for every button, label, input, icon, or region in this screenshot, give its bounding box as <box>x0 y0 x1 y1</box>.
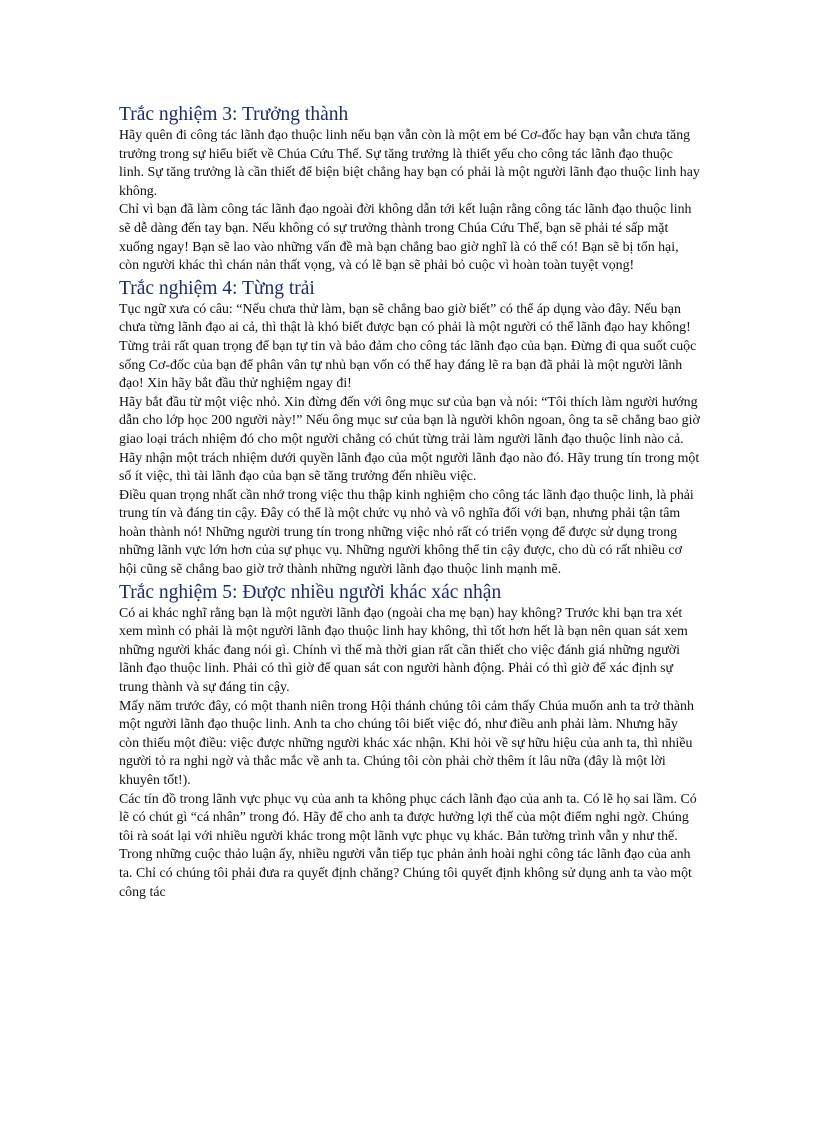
paragraph: Chỉ vì bạn đã làm công tác lãnh đạo ngoài đời không dẫn tới kết luận rằng công tác lãnh đạo thuộc linh sẽ dễ dàng đến tay bạn. Nếu không có sự trưởng thành trong Chúa Cứu Thế, bạn sẽ phải té sấp mặt xuống ngay! Bạn sẽ lao vào những vấn đề mà bạn chẳng bao giờ nghĩ là có thể có! Bạn sẽ bị tổn hại, còn người khác thì chán nản thất vọng, và có lẽ bạn sẽ phải bỏ cuộc vì hoàn toàn tuyệt vọng! <box>119 202 692 274</box>
section-test-4 <box>119 276 701 580</box>
paragraph: Mấy năm trước đây, có một thanh niên trong Hội thánh chúng tôi cảm thấy Chúa muốn anh ta trở thành một người lãnh đạo thuộc linh. Anh ta cho chúng tôi biết việc đó, như điều anh phải làm. Nhưng hãy còn thiếu một điều: việc được những người khác xác nhận. Khi hỏi về sự hữu hiệu của anh ta, thì nhiều người tỏ ra nghi ngờ và thắc mắc về anh ta. Chúng tôi còn phải chờ thêm ít lâu nữa (đây là một lời khuyên tốt!). <box>119 698 694 788</box>
paragraph: Có ai khác nghĩ rằng bạn là một người lãnh đạo (ngoài cha mẹ bạn) hay không? Trước khi bạn tra xét xem mình có phải là một người lãnh đạo thuộc linh hay không, thì tốt hơn hết là bạn nên quan sát xem những người khác đang nói gì. Chính vì thế mà thời gian rất cần thiết cho việc đánh giá những người lãnh đạo thuộc linh. Phải có thì giờ để quan sát con người hành động. Phải có thì giờ để xác định sự trung thành và sự đáng tin cậy. <box>119 605 688 696</box>
paragraph: Các tín đồ trong lãnh vực phục vụ của anh ta không phục cách lãnh đạo của anh ta. Có lẽ họ sai lầm. Có lẽ có chút gì “cá nhân” trong đó. Hãy để cho anh ta được hưởng lợi thế của một điểm nghi ngờ. Chúng tôi rà soát lại với nhiều người khác trong một lãnh vực phục vụ khác. Bản tường trình vẫn y như thế. Trong những cuộc thảo luận ấy, nhiều người vẫn tiếp tục phản ảnh hoài nghi công tác lãnh đạo của anh ta. Chỉ có chúng tôi phải đưa ra quyết định chăng? Chúng tôi quyết định không sử dụng anh ta vào một công tác <box>119 791 697 900</box>
section-test-5 <box>119 580 701 903</box>
paragraph: Điều quan trọng nhất cần nhớ trong việc thu thập kinh nghiệm cho công tác lãnh đạo thuộc linh, là phải trung tín và đáng tin cậy. Đây có thể là một chức vụ nhỏ và vô nghĩa đối với bạn, nhưng phải tận tâm hoàn thành nó! Những người trung tín trong những việc nhỏ rất có triển vọng để được sử dụng trong những lãnh vực lớn hơn của sự phục vụ. Những người không thể tin cậy được, cho dù có rất nhiều cơ hội cũng sẽ chẳng bao giờ trở thành những người lãnh đạo thuộc linh mạnh mẽ. <box>119 487 694 578</box>
paragraph: Tục ngữ xưa có câu: “Nếu chưa thử làm, bạn sẽ chẳng bao giờ biết” có thể áp dụng vào đây. Nếu bạn chưa từng lãnh đạo ai cả, thì thật là khó biết được bạn có phải là một người có thể lãnh đạo hay không! Từng trải rất quan trọng để bạn tự tin và bảo đảm cho công tác lãnh đạo của bạn. Đừng đi qua suốt cuộc sống Cơ-đốc của bạn để phân vân tự nhủ bạn vốn có thể hay đáng lẽ ra bạn đã phải là một người lãnh đạo! Xin hãy bắt đầu thử nghiệm ngay đi! <box>119 301 697 392</box>
section-heading: Trắc nghiệm 5: Được nhiều người khác xác nhận <box>119 581 502 603</box>
section-test-3 <box>119 102 701 276</box>
document-page <box>119 102 701 902</box>
section-heading: Trắc nghiệm 3: Trưởng thành <box>119 104 349 125</box>
paragraph: Hãy quên đi công tác lãnh đạo thuộc linh nếu bạn vẫn còn là một em bé Cơ-đốc hay bạn vẫn chưa tăng trưởng trong sự hiểu biết về Chúa Cứu Thế. Sự tăng trưởng là thiết yếu cho công tác lãnh đạo thuộc linh. Sự tăng trưởng là cần thiết để biện biệt chẳng hay bạn có phải là một người lãnh đạo thuộc linh hay không. <box>119 128 700 199</box>
paragraph: Hãy bắt đầu từ một việc nhỏ. Xin đừng đến với ông mục sư của bạn và nói: “Tôi thích làm người hướng dẫn cho lớp học 200 người này!” Nếu ông mục sư của bạn là người khôn ngoan, ông ta sẽ chẳng bao giờ giao loại trách nhiệm đó cho một người chẳng có chút từng trải làm người lãnh đạo thuộc linh nào cả. Hãy nhận một trách nhiệm dưới quyền lãnh đạo của một người lãnh đạo nào đó. Hãy trung tín trong một số ít việc, thì tài lãnh đạo của bạn sẽ tăng trưởng đến nhiều việc. <box>119 394 700 485</box>
section-heading: Trắc nghiệm 4: Từng trải <box>119 277 315 299</box>
